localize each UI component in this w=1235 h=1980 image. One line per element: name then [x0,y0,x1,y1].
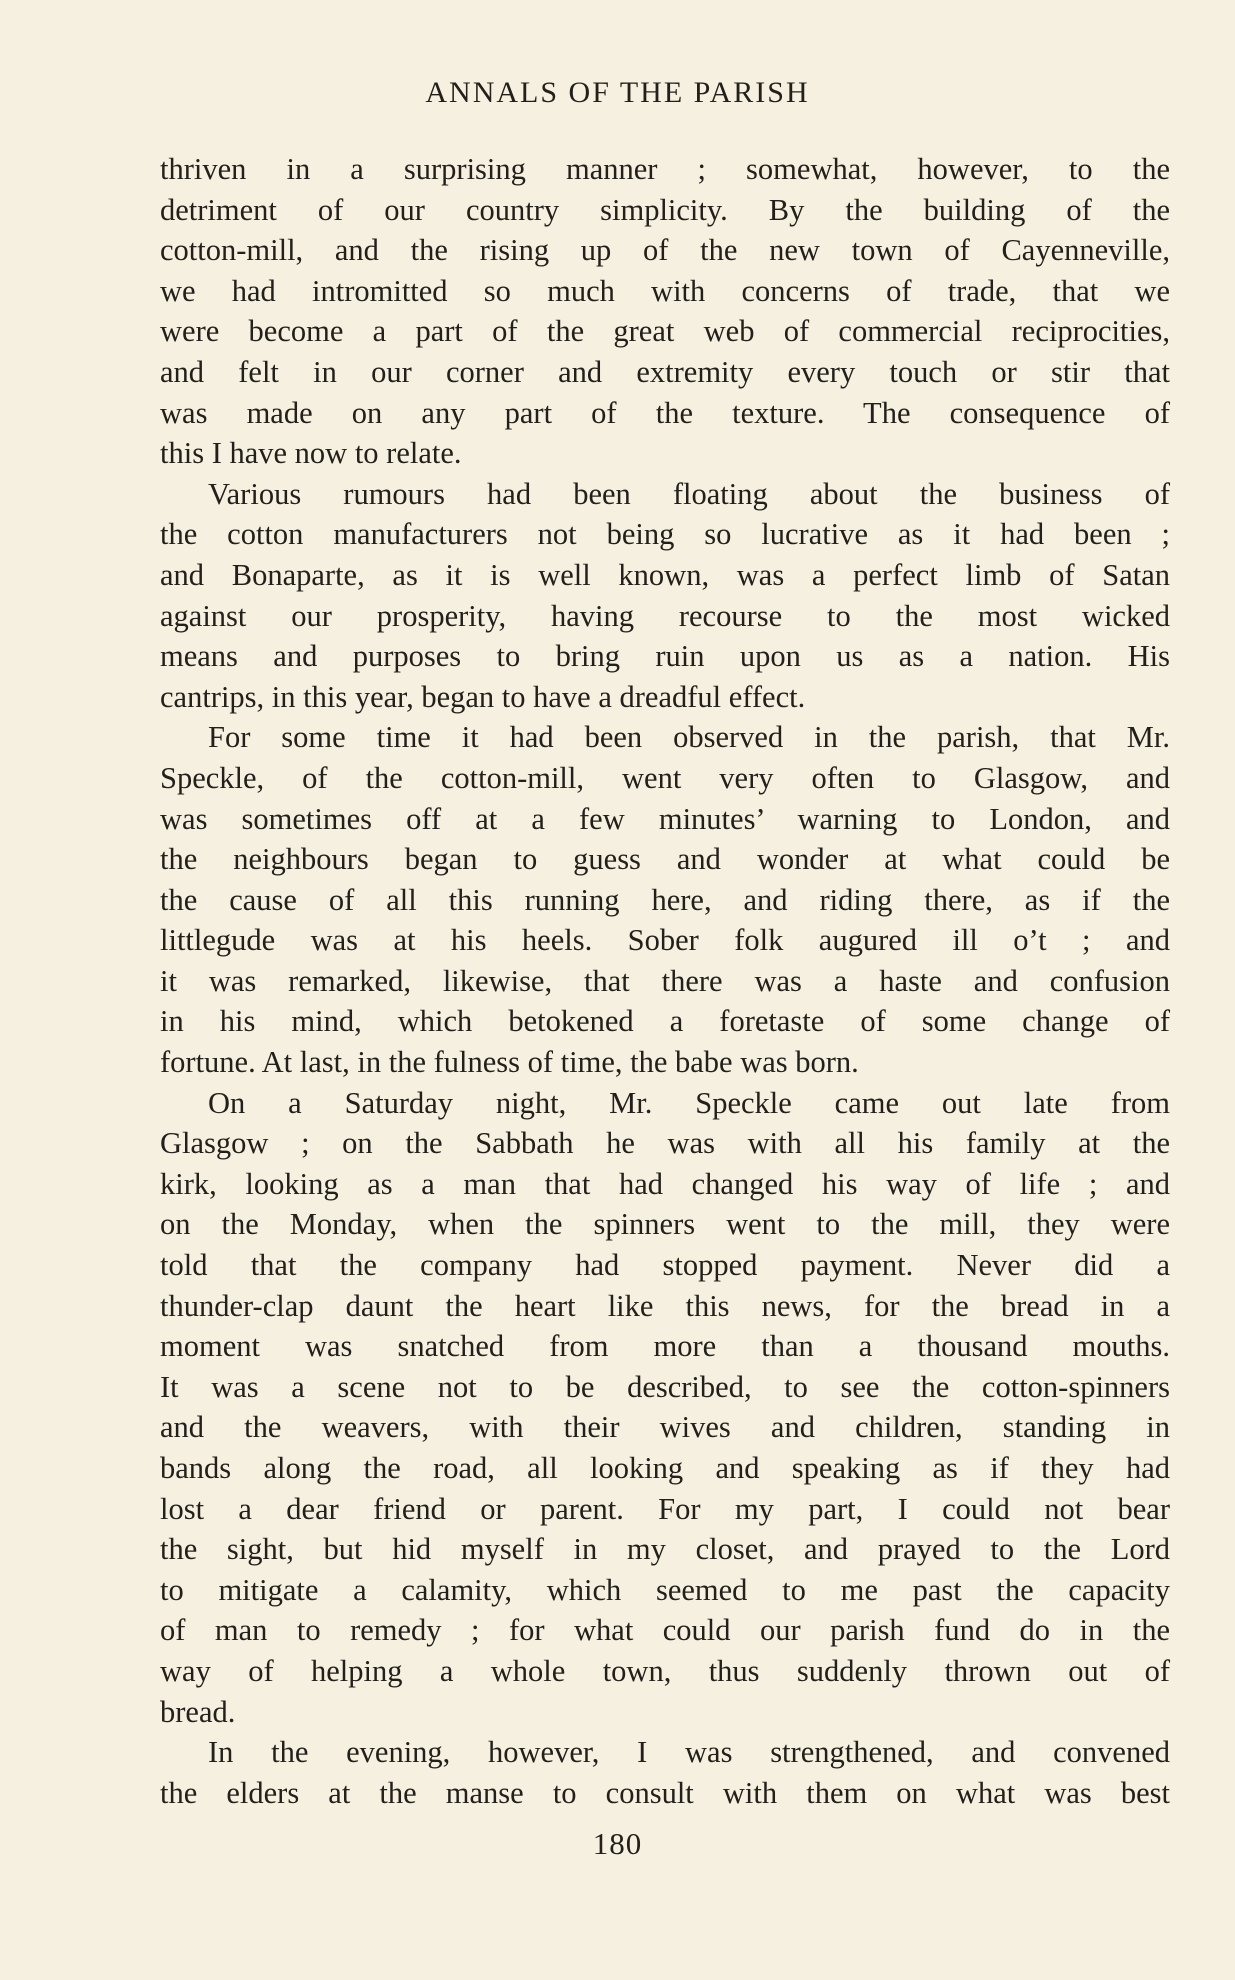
text-line: Glasgow ; on the Sabbath he was with all his family at the [160,1126,1170,1161]
text-line: kirk, looking as a man that had changed his way of life ; and [160,1166,1170,1201]
text-line: littlegude was at his heels. Sober folk augured ill o’t ; and [160,923,1170,958]
text-line: the cause of all this running here, and riding there, as if the [160,882,1170,917]
text-line: On a Saturday night, Mr. Speckle came out late from [208,1085,1170,1120]
text-line: thriven in a surprising manner ; somewhat, however, to the [160,152,1170,186]
text-line: bread. [160,1694,236,1729]
text-line: In the evening, however, I was strengthened, and convened [208,1735,1170,1770]
text-line: of man to remedy ; for what could our parish fund do in the [160,1613,1170,1648]
text-line: For some time it had been observed in the parish, that Mr. [208,720,1170,755]
running-head: ANNALS OF THE PARISH [425,76,810,109]
text-line: means and purposes to bring ruin upon us as a nation. His [160,639,1170,674]
text-line: Speckle, of the cotton-mill, went very often to Glasgow, and [160,760,1170,795]
text-line: Various rumours had been floating about the business of [208,476,1170,511]
text-line: were become a part of the great web of commercial reciprocities, [160,314,1170,349]
text-line: and Bonaparte, as it is well known, was a perfect limb of Satan [160,557,1170,592]
body-text [160,149,1170,1813]
text-line: to mitigate a calamity, which seemed to me past the capacity [160,1572,1170,1607]
text-line: detriment of our country simplicity. By the building of the [160,192,1170,227]
text-line: It was a scene not to be described, to see the cotton-spinners [160,1369,1170,1404]
text-line: told that the company had stopped payment. Never did a [160,1248,1170,1283]
text-line: it was remarked, likewise, that there was a haste and confusion [160,963,1170,998]
text-line: fortune. At last, in the fulness of time, the babe was born. [160,1045,859,1080]
text-line: the sight, but hid myself in my closet, and prayed to the Lord [160,1532,1170,1567]
page-number: 180 [592,1826,643,1861]
text-line: cotton-mill, and the rising up of the new town of Cayenneville, [160,233,1170,268]
text-line: was sometimes off at a few minutes’ warning to London, and [160,801,1170,836]
text-line: in his mind, which betokened a foretaste of some change of [160,1004,1170,1039]
text-line: this I have now to relate. [160,436,462,471]
text-line: we had intromitted so much with concerns of trade, that we [160,273,1170,308]
text-line: way of helping a whole town, thus suddenly thrown out of [160,1653,1170,1688]
text-line: on the Monday, when the spinners went to the mill, they were [160,1207,1170,1242]
text-line: lost a dear friend or parent. For my part, I could not bear [160,1491,1170,1526]
text-line: the cotton manufacturers not being so lucrative as it had been ; [160,517,1170,552]
text-line: the neighbours began to guess and wonder at what could be [160,842,1170,877]
text-line: cantrips, in this year, began to have a dreadful effect. [160,679,806,714]
text-line: thunder-clap daunt the heart like this news, for the bread in a [160,1288,1170,1323]
text-line: and the weavers, with their wives and children, standing in [160,1410,1170,1445]
text-line: was made on any part of the texture. The consequence of [160,395,1170,430]
text-line: and felt in our corner and extremity every touch or stir that [160,354,1170,389]
text-line: moment was snatched from more than a thousand mouths. [160,1329,1170,1364]
text-line: the elders at the manse to consult with them on what was best [160,1775,1170,1810]
text-line: against our prosperity, having recourse to the most wicked [160,598,1170,633]
text-line: bands along the road, all looking and speaking as if they had [160,1451,1170,1485]
